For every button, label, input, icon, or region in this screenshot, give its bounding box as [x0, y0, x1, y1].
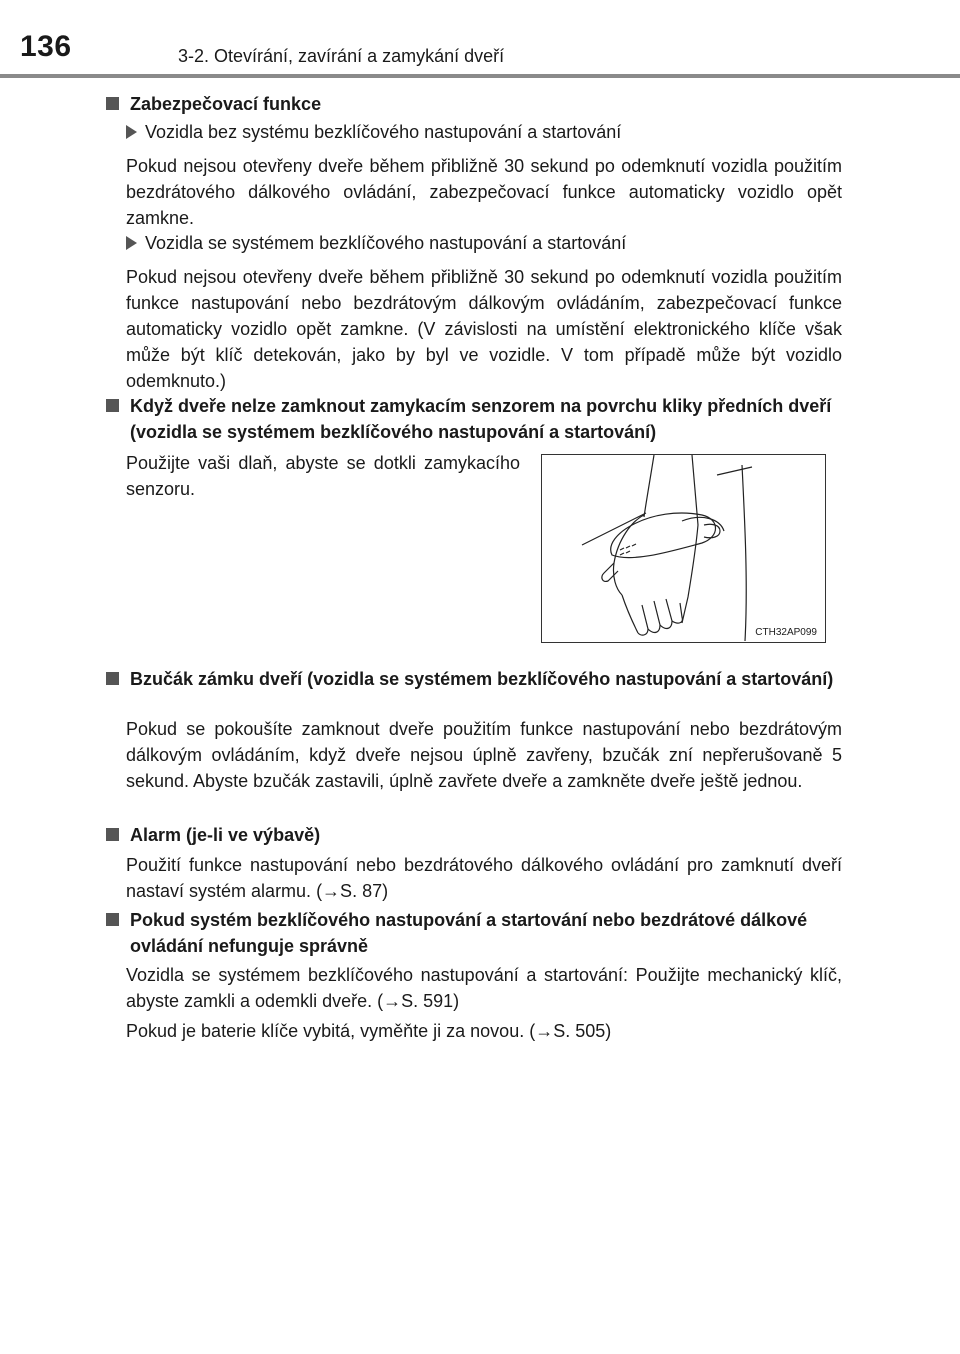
- page-header: [0, 0, 960, 80]
- paragraph-alarm: Použití funkce nastupování nebo bezdrátového dálkového ovládání pro zamknutí dveří nastaví systém alarmu. (→S. 87): [126, 855, 842, 901]
- hand-touching-door-handle-illustration: [541, 454, 826, 643]
- square-bullet-icon: [106, 399, 119, 412]
- square-bullet-icon: [106, 97, 119, 110]
- section-heading-lock-sensor: Když dveře nelze zamknout zamykacím senzorem na povrchu kliky předních dveří (vozidla se systémem bezklíčového nastupování a startování): [108, 393, 858, 445]
- paragraph-lock-sensor: Použijte vaši dlaň, abyste se dotkli zamykacího senzoru.: [126, 453, 520, 499]
- paragraph-without-keyless: Pokud nejsou otevřeny dveře během přibližně 30 sekund po odemknutí vozidla použitím bezdrátového dálkového ovládání, zabezpečovací funkce automaticky vozidlo opět zamkne.: [126, 156, 842, 228]
- hand-door-handle-drawing: [542, 455, 824, 641]
- triangle-bullet-icon: [126, 236, 137, 250]
- chapter-title: 3-2. Otevírání, zavírání a zamykání dveří: [178, 46, 505, 66]
- section-heading-alarm: Alarm (je-li ve výbavě): [108, 822, 858, 848]
- section-heading-buzzer: Bzučák zámku dveří (vozidla se systémem bezklíčového nastupování a startování): [108, 666, 858, 692]
- section-heading-malfunction: Pokud systém bezklíčového nastupování a startování nebo bezdrátové dálkové ovládání nefunguje správně: [108, 907, 858, 959]
- paragraph-with-keyless: Pokud nejsou otevřeny dveře během přibližně 30 sekund po odemknutí vozidla použitím funkce nastupování nebo bezdrátovým dálkovým ovládáním, zabezpečovací funkce automaticky vozidlo opět zamkne. (V závislosti na umístění elektronického klíče však může být klíč detekován, jako by byl ve vozidle. V tom případě může být vozidlo odemknuto.): [126, 267, 842, 391]
- paragraph-mechanical-key: Vozidla se systémem bezklíčového nastupování a startování: Použijte mechanický klíč, abyste zamkli a odemkli dveře. (→S. 591): [126, 965, 842, 1011]
- page-number: 136: [20, 30, 72, 63]
- figure-code: CTH32AP099: [755, 627, 817, 638]
- subheading-without-keyless: Vozidla bez systému bezklíčového nastupování a startování: [126, 119, 621, 145]
- paragraph-battery: Pokud je baterie klíče vybitá, vyměňte ji za novou. (→S. 505): [126, 1021, 612, 1041]
- square-bullet-icon: [106, 828, 119, 841]
- subheading-with-keyless: Vozidla se systémem bezklíčového nastupování a startování: [126, 230, 626, 256]
- square-bullet-icon: [106, 913, 119, 926]
- section-heading-security: Zabezpečovací funkce: [108, 91, 858, 117]
- triangle-bullet-icon: [126, 125, 137, 139]
- paragraph-buzzer: Pokud se pokoušíte zamknout dveře použitím funkce nastupování nebo bezdrátovým dálkovým ovládáním, když dveře nejsou úplně zavřeny, bzučák zní nepřerušovaně 5 sekund. Abyste bzučák zastavili, úplně zavřete dveře a zamkněte dveře ještě jednou.: [126, 719, 842, 791]
- square-bullet-icon: [106, 672, 119, 685]
- header-divider: [0, 74, 960, 78]
